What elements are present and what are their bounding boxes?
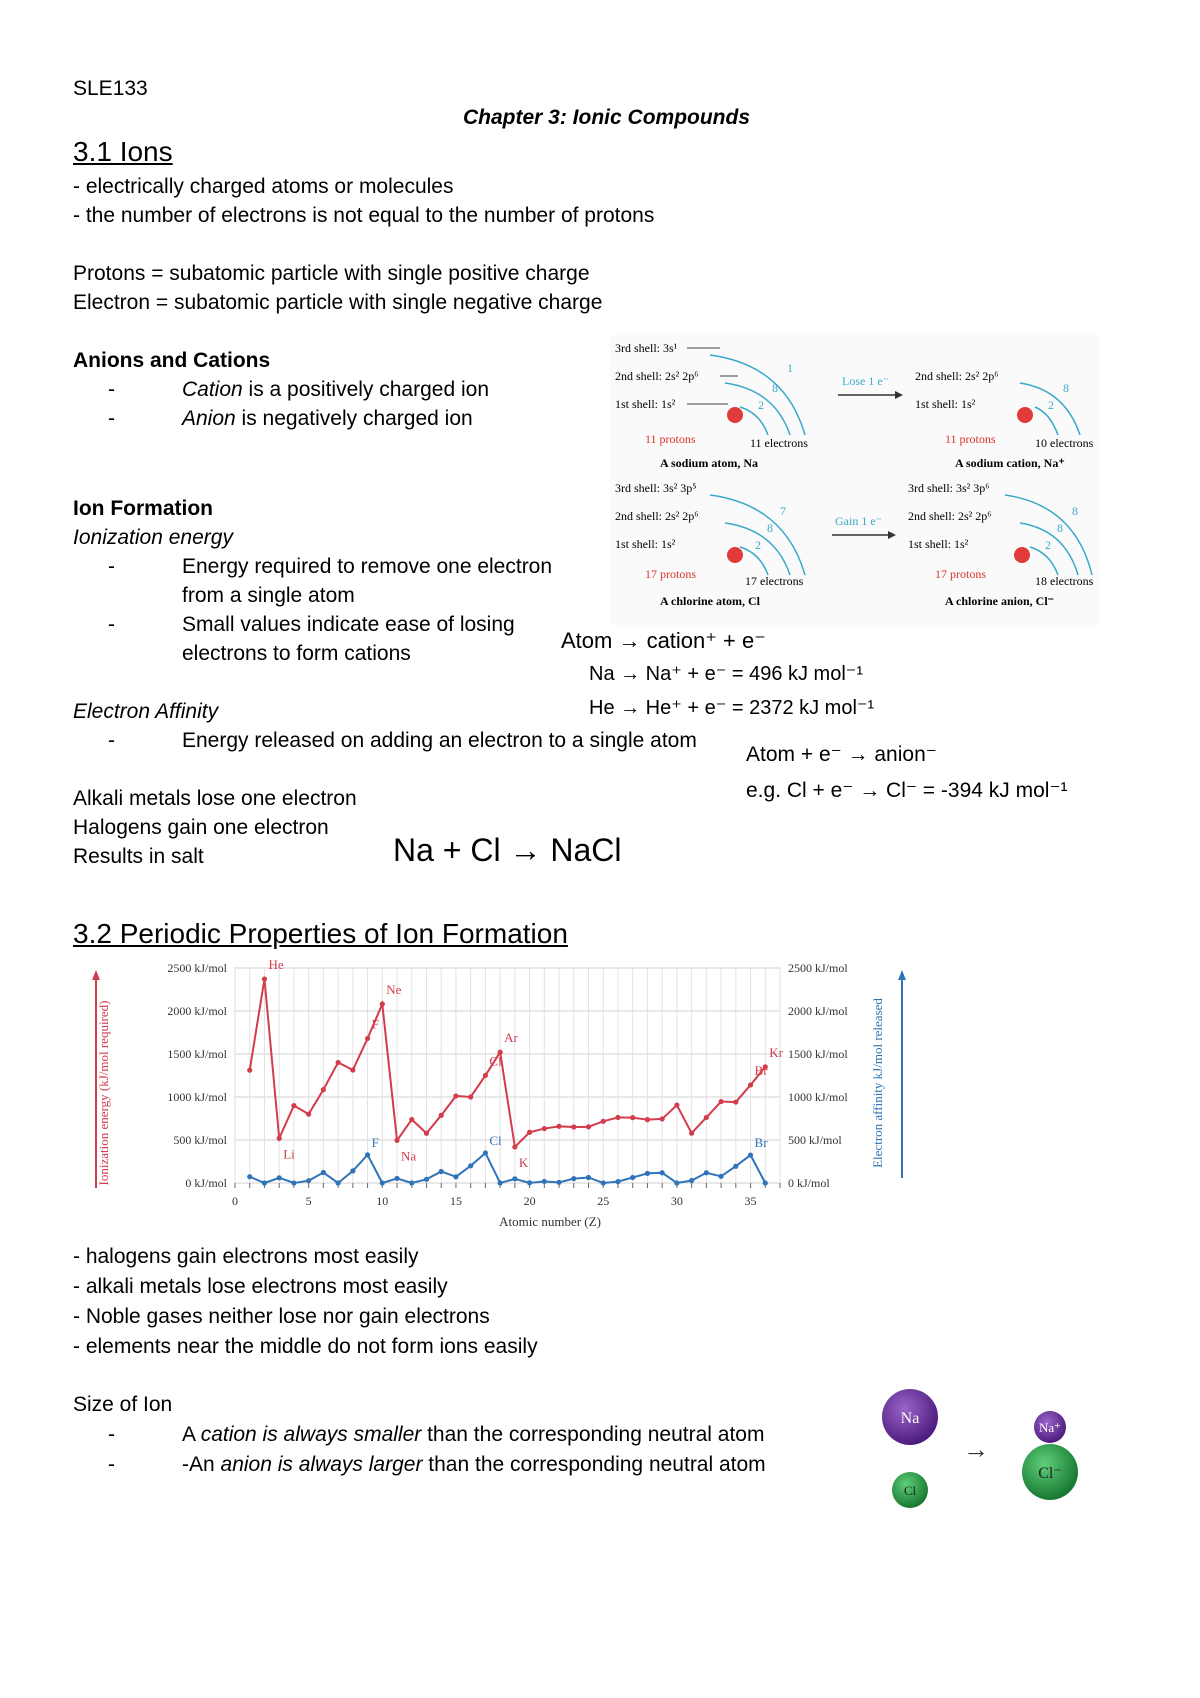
chart-x-tick-label: 20 — [523, 1194, 536, 1208]
chart-point-0 — [483, 1073, 488, 1078]
cl-protons-label: 17 protons — [645, 567, 696, 581]
cation-general-equation: Atom → cation⁺ + e⁻ — [561, 628, 766, 653]
chart-point-1 — [380, 1180, 385, 1185]
chart-point-0 — [542, 1126, 547, 1131]
anions-cations-heading: Anions and Cations — [73, 349, 271, 372]
chart-point-0 — [512, 1144, 517, 1149]
chart-point-1 — [306, 1178, 311, 1183]
chart-point-0 — [439, 1113, 444, 1118]
cl-ion-shell-3-count: 8 — [1072, 504, 1078, 518]
na-ion-nucleus — [1017, 407, 1033, 423]
chart-y-tick-label-left: 2500 kJ/mol — [167, 961, 227, 975]
chart-annotation: Cl — [489, 1053, 502, 1069]
na-shell-2-count: 8 — [772, 381, 778, 395]
chart-y-tick-label-left: 500 kJ/mol — [173, 1133, 227, 1147]
cl-ion-electrons-label: 18 electrons — [1035, 574, 1094, 588]
chart-point-1 — [262, 1180, 267, 1185]
chart-point-0 — [718, 1099, 723, 1104]
chart-point-1 — [630, 1175, 635, 1180]
chart-point-1 — [718, 1174, 723, 1179]
cl-ion-nucleus — [1014, 547, 1030, 563]
chart-point-0 — [424, 1131, 429, 1136]
anion-general-equation: Atom + e⁻ → anion⁻ — [746, 743, 937, 766]
chart-x-axis-label: Atomic number (Z) — [499, 1214, 601, 1229]
chart-point-1 — [674, 1180, 679, 1185]
chart-point-0 — [453, 1093, 458, 1098]
chart-y-tick-label-right: 1000 kJ/mol — [788, 1090, 848, 1104]
ionization-item-1-line2: from a single atom — [182, 584, 355, 607]
chart-point-0 — [630, 1115, 635, 1120]
chart-right-axis-label: Electron affinity kJ/mol released — [870, 998, 885, 1168]
anion-rest: is negatively charged ion — [235, 407, 473, 430]
chart-point-0 — [247, 1068, 252, 1073]
chart-y-tick-label-right: 2000 kJ/mol — [788, 1004, 848, 1018]
chart-point-0 — [394, 1138, 399, 1143]
ion-size-spheres — [870, 1380, 1090, 1520]
cl-shell-3-count: 7 — [780, 504, 786, 518]
chart-point-1 — [350, 1168, 355, 1173]
cl-ion-protons-label: 17 protons — [935, 567, 986, 581]
chart-point-1 — [394, 1176, 399, 1181]
chart-point-1 — [615, 1179, 620, 1184]
electron-affinity-item: - Energy released on adding an electron to a single atom — [108, 729, 697, 752]
chart-point-0 — [704, 1115, 709, 1120]
chart-x-tick-label: 35 — [744, 1194, 757, 1208]
chart-point-1 — [247, 1174, 252, 1179]
chart-annotation: Br — [754, 1062, 768, 1078]
na-protons-label: 11 protons — [645, 432, 696, 446]
chart-y-tick-label-left: 0 kJ/mol — [185, 1176, 227, 1190]
course-code: SLE133 — [73, 77, 148, 100]
cation-size-pre: A — [182, 1423, 201, 1446]
salt-equation: Na + Cl → NaCl — [393, 832, 622, 868]
chart-point-1 — [498, 1180, 503, 1185]
na-ion-shell-2-count: 8 — [1063, 381, 1069, 395]
section-heading-periodic: 3.2 Periodic Properties of Ion Formation — [73, 918, 568, 949]
ion-formation-heading: Ion Formation — [73, 497, 213, 520]
gain-electron-label: Gain 1 e⁻ — [835, 514, 882, 528]
ionization-energy-label: Ionization energy — [73, 526, 233, 549]
na-ion-protons-label: 11 protons — [945, 432, 996, 446]
na-shell-1-count: 2 — [758, 398, 764, 412]
chart-point-0 — [365, 1036, 370, 1041]
cl-shell-1-label: 1st shell: 1s² — [615, 537, 676, 551]
chart-point-0 — [291, 1103, 296, 1108]
chart-point-1 — [468, 1163, 473, 1168]
chart-point-0 — [409, 1117, 414, 1122]
chart-point-1 — [556, 1180, 561, 1185]
he-ionization-equation: He → He⁺ + e⁻ = 2372 kJ mol⁻¹ — [589, 697, 875, 719]
electron-affinity-text: Energy released on adding an electron to a single atom — [182, 729, 697, 752]
chart-point-1 — [704, 1170, 709, 1175]
chart-y-tick-label-right: 0 kJ/mol — [788, 1176, 830, 1190]
na-ionization-equation: Na → Na⁺ + e⁻ = 496 kJ mol⁻¹ — [589, 663, 863, 685]
cl-shell-2-count: 8 — [767, 521, 773, 535]
lose-electron-label: Lose 1 e⁻ — [842, 374, 889, 388]
chart-x-tick-label: 15 — [449, 1194, 462, 1208]
periodic-bullet-4: - elements near the middle do not form ions easily — [73, 1335, 538, 1358]
chart-point-0 — [321, 1087, 326, 1092]
chart-annotation: F — [371, 1134, 379, 1150]
na-shell-2-label: 2nd shell: 2s² 2p⁶ — [615, 369, 699, 383]
chart-annotation: K — [518, 1154, 529, 1170]
chart-point-0 — [645, 1117, 650, 1122]
cation-size-item: - A cation is always smaller than the corresponding neutral atom — [108, 1423, 765, 1446]
chart-point-1 — [453, 1174, 458, 1179]
chart-x-tick-label: 25 — [597, 1194, 610, 1208]
na-atom-label: Na — [900, 1410, 920, 1427]
chart-point-1 — [277, 1175, 282, 1180]
chart-point-0 — [601, 1119, 606, 1124]
chart-point-1 — [586, 1175, 591, 1180]
protons-definition: Protons = subatomic particle with single positive charge — [73, 262, 590, 285]
chart-annotation: Ar — [504, 1030, 518, 1046]
na-nucleus — [727, 407, 743, 423]
ionization-item-2-line1: Small values indicate ease of losing — [182, 613, 515, 636]
chart-y-tick-label-right: 1500 kJ/mol — [788, 1047, 848, 1061]
size-arrow: → — [963, 1435, 989, 1464]
chart-point-1 — [424, 1177, 429, 1182]
chart-annotation: He — [268, 958, 284, 973]
size-of-ion-heading: Size of Ion — [73, 1393, 173, 1416]
chart-annotation: Na — [401, 1148, 417, 1164]
chart-y-tick-label-left: 2000 kJ/mol — [167, 1004, 227, 1018]
chart-point-1 — [601, 1180, 606, 1185]
chart-point-1 — [291, 1180, 296, 1185]
chart-point-0 — [262, 976, 267, 981]
chart-point-0 — [660, 1116, 665, 1121]
chart-y-tick-label-right: 500 kJ/mol — [788, 1133, 842, 1147]
chart-point-1 — [763, 1180, 768, 1185]
chart-y-tick-label-left: 1000 kJ/mol — [167, 1090, 227, 1104]
na-ion-shell-1-count: 2 — [1048, 398, 1054, 412]
na-shell-3-label: 3rd shell: 3s¹ — [615, 341, 678, 355]
atom-shell-diagram — [610, 335, 1100, 625]
chart-point-1 — [660, 1170, 665, 1175]
cl-ion-shell-3-label: 3rd shell: 3s² 3p⁶ — [908, 481, 990, 495]
cl-electrons-label: 17 electrons — [745, 574, 804, 588]
chart-point-1 — [336, 1180, 341, 1185]
chart-point-0 — [586, 1124, 591, 1129]
na-ion-label: Na⁺ — [1038, 1420, 1062, 1435]
cation-term: Cation — [182, 378, 243, 401]
chart-point-1 — [689, 1178, 694, 1183]
cl-ion-shell-2-count: 8 — [1057, 521, 1063, 535]
chart-left-axis-label: Ionization energy (kJ/mol required) — [96, 1000, 111, 1186]
chart-point-1 — [542, 1179, 547, 1184]
chart-point-0 — [277, 1136, 282, 1141]
chart-point-0 — [571, 1124, 576, 1129]
anion-size-post: than the corresponding neutral atom — [422, 1453, 766, 1476]
chart-annotation: F — [371, 1016, 379, 1032]
cl-shell-3-label: 3rd shell: 3s² 3p⁵ — [615, 481, 697, 495]
cl-nucleus — [727, 547, 743, 563]
na-ion-electrons-label: 10 electrons — [1035, 436, 1094, 450]
ionization-affinity-chart — [90, 958, 940, 1238]
chart-point-1 — [409, 1180, 414, 1185]
chart-annotation: Br — [754, 1135, 768, 1151]
chart-point-1 — [748, 1152, 753, 1157]
na-ion-caption: A sodium cation, Na⁺ — [955, 456, 1065, 470]
periodic-bullet-2: - alkali metals lose electrons most easily — [73, 1275, 448, 1298]
chart-annotation: Li — [283, 1146, 295, 1162]
chart-y-tick-label-left: 1500 kJ/mol — [167, 1047, 227, 1061]
chart-point-0 — [556, 1124, 561, 1129]
chart-point-1 — [483, 1150, 488, 1155]
chart-point-0 — [733, 1099, 738, 1104]
chart-y-tick-label-right: 2500 kJ/mol — [788, 961, 848, 975]
cl-ion-shell-1-label: 1st shell: 1s² — [908, 537, 969, 551]
na-caption: A sodium atom, Na — [660, 456, 759, 470]
chart-point-1 — [512, 1176, 517, 1181]
cl-ion-shell-2-label: 2nd shell: 2s² 2p⁶ — [908, 509, 992, 523]
electron-affinity-label: Electron Affinity — [73, 700, 219, 723]
chart-point-0 — [468, 1094, 473, 1099]
chart-annotation: Cl — [489, 1132, 502, 1148]
periodic-bullet-3: - Noble gases neither lose nor gain electrons — [73, 1305, 490, 1328]
anion-definition: - Anion is negatively charged ion — [108, 407, 473, 430]
chart-point-1 — [527, 1180, 532, 1185]
chart-x-tick-label: 5 — [305, 1194, 312, 1208]
ions-bullet-2: - the number of electrons is not equal to the number of protons — [73, 204, 655, 227]
chart-point-0 — [350, 1067, 355, 1072]
cation-size-post: than the corresponding neutral atom — [421, 1423, 765, 1446]
na-ion-shell-2-label: 2nd shell: 2s² 2p⁶ — [915, 369, 999, 383]
chart-point-1 — [321, 1170, 326, 1175]
ionization-item-1-line1: Energy required to remove one electron — [182, 555, 553, 578]
chart-annotation: Ne — [386, 982, 402, 998]
chart-x-tick-label: 30 — [670, 1194, 683, 1208]
ionization-item-1a: - Energy required to remove one electron — [108, 555, 553, 578]
salt-line-2: Halogens gain one electron — [73, 816, 329, 839]
chart-point-1 — [733, 1164, 738, 1169]
chart-annotation: Kr — [769, 1044, 783, 1060]
cl-shell-2-label: 2nd shell: 2s² 2p⁶ — [615, 509, 699, 523]
cl-caption: A chlorine atom, Cl — [660, 594, 760, 608]
chart-point-0 — [380, 1001, 385, 1006]
section-heading-ions: 3.1 Ions — [73, 136, 173, 167]
chart-point-0 — [527, 1130, 532, 1135]
anion-term: Anion — [182, 407, 236, 430]
cation-rest: is a positively charged ion — [242, 378, 490, 401]
anion-size-item: - -An anion is always larger than the corresponding neutral atom — [108, 1453, 766, 1476]
salt-line-1: Alkali metals lose one electron — [73, 787, 357, 810]
anion-size-pre: -An — [182, 1453, 221, 1476]
na-electrons-label: 11 electrons — [750, 436, 808, 450]
salt-line-3: Results in salt — [73, 845, 204, 868]
cl-affinity-equation: e.g. Cl + e⁻ → Cl⁻ = -394 kJ mol⁻¹ — [746, 779, 1068, 802]
chart-point-0 — [674, 1102, 679, 1107]
chart-point-0 — [689, 1131, 694, 1136]
chart-point-0 — [748, 1082, 753, 1087]
ions-bullet-1: - electrically charged atoms or molecules — [73, 175, 454, 198]
chart-point-0 — [336, 1060, 341, 1065]
na-shell-1-label: 1st shell: 1s² — [615, 397, 676, 411]
electron-definition: Electron = subatomic particle with single negative charge — [73, 291, 603, 314]
cation-size-italic: cation is always smaller — [200, 1423, 422, 1446]
chart-point-1 — [439, 1169, 444, 1174]
cation-definition: - Cation is a positively charged ion — [108, 378, 490, 401]
anion-size-italic: anion is always larger — [220, 1453, 423, 1476]
na-shell-3-count: 1 — [787, 361, 793, 375]
chart-x-tick-label: 0 — [232, 1194, 238, 1208]
chart-point-1 — [571, 1176, 576, 1181]
cl-ion-label: Cl⁻ — [1038, 1465, 1062, 1482]
chart-point-0 — [306, 1112, 311, 1117]
ionization-item-2-line2: electrons to form cations — [182, 642, 411, 665]
cl-ion-caption: A chlorine anion, Cl⁻ — [945, 594, 1055, 608]
chart-point-1 — [645, 1171, 650, 1176]
cl-shell-1-count: 2 — [755, 538, 761, 552]
periodic-bullet-1: - halogens gain electrons most easily — [73, 1245, 419, 1268]
cl-atom-label: Cl — [903, 1483, 917, 1498]
chapter-title: Chapter 3: Ionic Compounds — [463, 106, 751, 129]
na-ion-shell-1-label: 1st shell: 1s² — [915, 397, 976, 411]
chart-point-1 — [365, 1152, 370, 1157]
cl-ion-shell-1-count: 2 — [1045, 538, 1051, 552]
ionization-item-2a: - Small values indicate ease of losing — [108, 613, 515, 636]
chart-point-0 — [615, 1115, 620, 1120]
chart-x-tick-label: 10 — [376, 1194, 389, 1208]
